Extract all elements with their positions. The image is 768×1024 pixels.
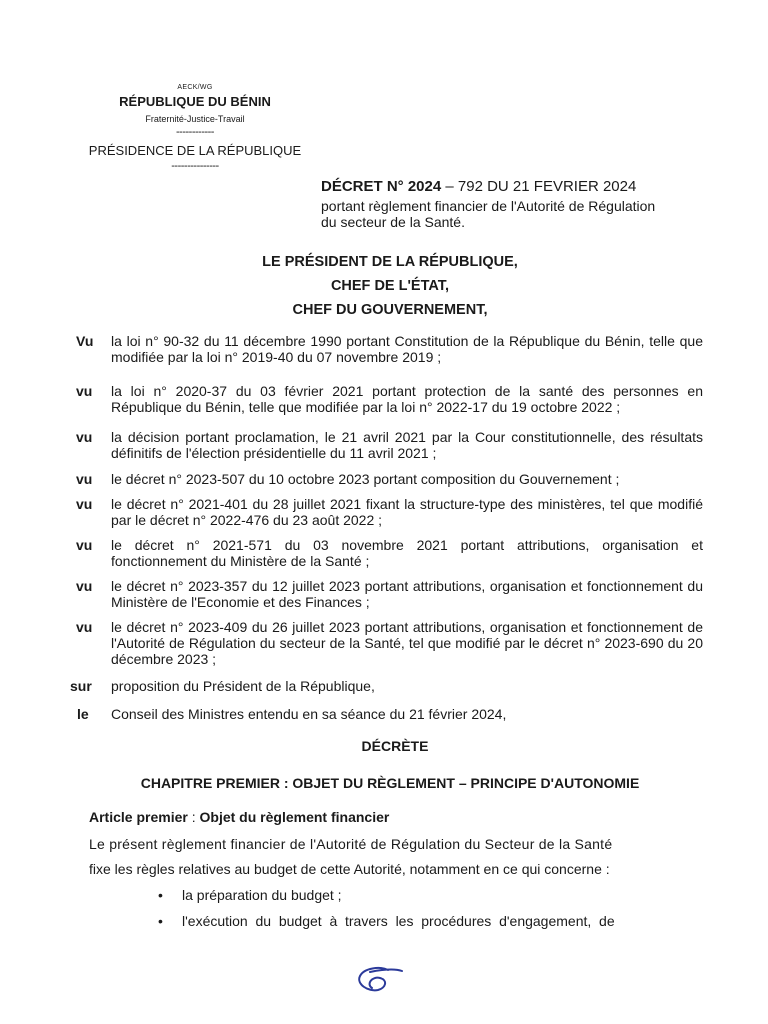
- presidency-title: PRÉSIDENCE DE LA RÉPUBLIQUE: [88, 143, 302, 158]
- head-of-state-title: CHEF DE L'ÉTAT,: [330, 278, 450, 294]
- separator-line: ------------: [176, 126, 214, 138]
- president-title: LE PRÉSIDENT DE LA RÉPUBLIQUE,: [262, 254, 518, 270]
- visa-label: Vu: [76, 333, 94, 349]
- visa-text: le décret n° 2023-507 du 10 octobre 2023 portant composition du Gouvernement ;: [111, 471, 620, 487]
- article-separator: :: [187, 809, 200, 825]
- article-heading: [89, 809, 389, 825]
- article-paragraph-line: fixe les règles relatives au budget de cette Autorité, notamment en ce qui concerne :: [89, 861, 610, 877]
- visa-text: la loi n° 2020-37 du 03 février 2021 portant protection de la santé des personnes en République du Bénin, telle que modifiée par la loi n° 2022-17 du 19 octobre 2022 ;: [111, 383, 703, 415]
- chapter-heading: CHAPITRE PREMIER : OBJET DU RÈGLEMENT – PRINCIPE D'AUTONOMIE: [140, 775, 640, 791]
- bullet-icon: •: [158, 887, 163, 903]
- bullet-item: l'exécution du budget à travers les procédures d'engagement, de: [182, 913, 615, 929]
- decree-number-date: – 792 DU 21 FEVRIER 2024: [441, 178, 637, 195]
- visa-label: vu: [76, 471, 93, 487]
- visa-label: sur: [70, 678, 92, 694]
- visa-label: vu: [76, 537, 93, 553]
- decree-number: [321, 178, 636, 195]
- visa-label: vu: [76, 578, 93, 594]
- article-paragraph-line: Le présent règlement financier de l'Autorité de Régulation du Secteur de la Santé: [89, 836, 613, 852]
- article-title: Objet du règlement financier: [199, 809, 390, 825]
- article-label: Article premier: [89, 809, 188, 825]
- decree-subject-line: portant règlement financier de l'Autorité de Régulation: [321, 198, 656, 214]
- visa-text: le décret n° 2023-409 du 26 juillet 2023 portant attributions, organisation et fonctionnement de l'Autorité de Régulation du secteur de la Santé, tel que modifié par le décret n° 2023-690 du 20 décembre 2023 ;: [111, 619, 703, 667]
- visa-label: vu: [76, 619, 93, 635]
- visa-text: le décret n° 2021-571 du 03 novembre 2021 portant attributions, organisation et fonctionnement du Ministère de la Santé ;: [111, 537, 703, 569]
- visa-text: proposition du Président de la République,: [111, 678, 375, 694]
- decrete-heading: DÉCRÈTE: [361, 738, 429, 754]
- visa-text: la décision portant proclamation, le 21 avril 2021 par la Cour constitutionnelle, des résultats définitifs de l'élection présidentielle du 11 avril 2021 ;: [111, 429, 703, 461]
- decree-number-bold: DÉCRET N° 2024: [321, 178, 442, 195]
- head-of-government-title: CHEF DU GOUVERNEMENT,: [292, 302, 488, 318]
- document-code: AECK/WG: [177, 84, 213, 91]
- bullet-item: la préparation du budget ;: [182, 887, 342, 903]
- visa-text: le décret n° 2021-401 du 28 juillet 2021 fixant la structure-type des ministères, tel que modifié par le décret n° 2022-476 du 23 août 2022 ;: [111, 496, 703, 528]
- visa-text: le décret n° 2023-357 du 12 juillet 2023 portant attributions, organisation et fonctionnement du Ministère de l'Economie et des Finances ;: [111, 578, 703, 610]
- national-motto: Fraternité-Justice-Travail: [145, 114, 245, 124]
- republic-name: RÉPUBLIQUE DU BÉNIN: [119, 94, 271, 109]
- initials-signature: [350, 962, 410, 1004]
- visa-label: vu: [76, 496, 93, 512]
- visa-label: le: [77, 706, 89, 722]
- decree-subject-line: du secteur de la Santé.: [321, 214, 465, 230]
- separator-line: ---------------: [171, 160, 219, 172]
- bullet-icon: •: [158, 913, 163, 929]
- visa-text: Conseil des Ministres entendu en sa séance du 21 février 2024,: [111, 706, 507, 722]
- visa-label: vu: [76, 383, 93, 399]
- visa-text: la loi n° 90-32 du 11 décembre 1990 portant Constitution de la République du Bénin, telle que modifiée par la loi n° 2019-40 du 07 novembre 2019 ;: [111, 333, 703, 365]
- visa-label: vu: [76, 429, 93, 445]
